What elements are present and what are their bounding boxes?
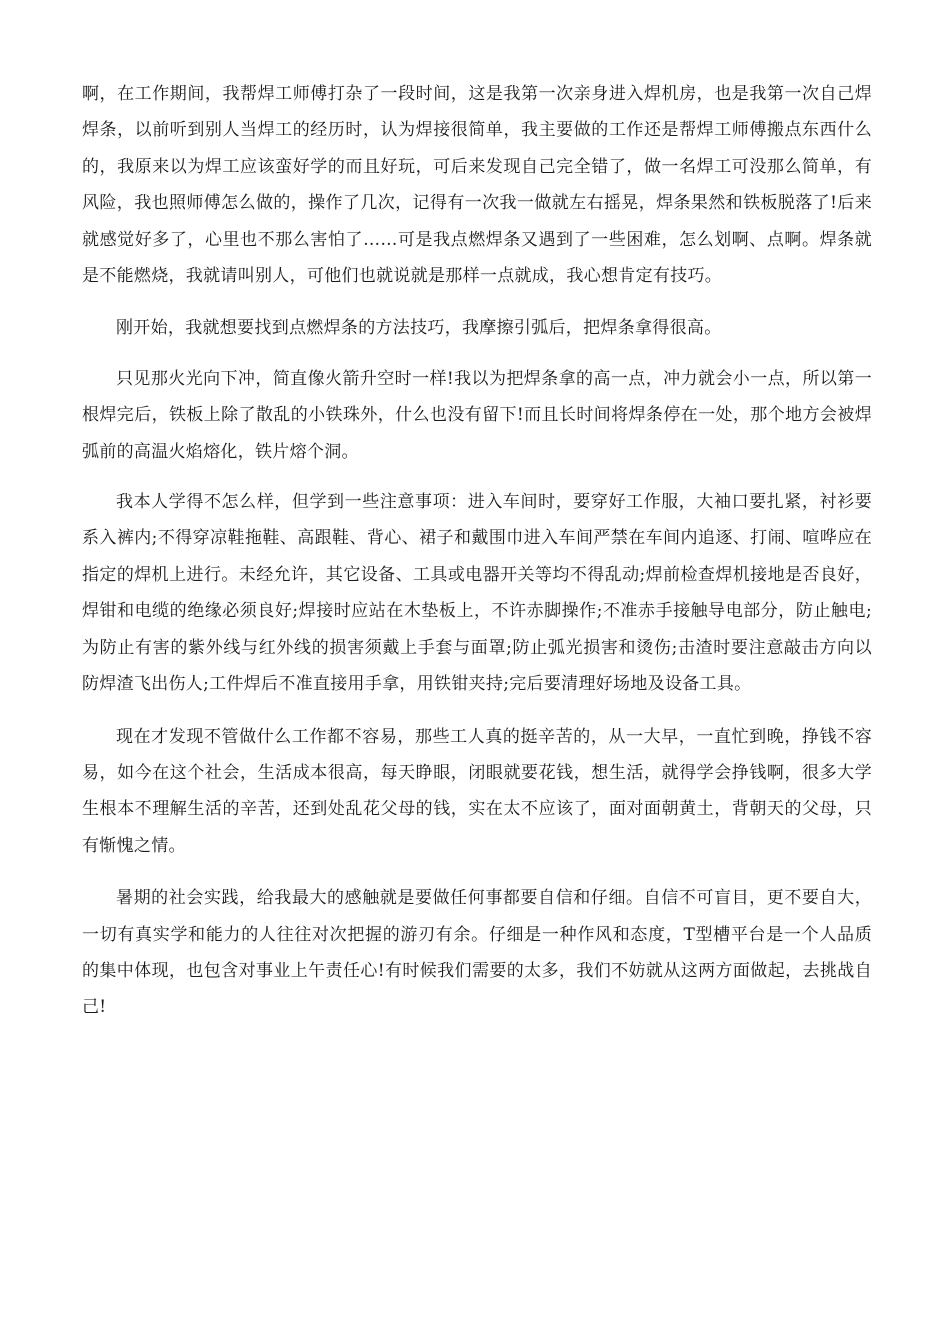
paragraph-safety-notes: 我本人学得不怎么样，但学到一些注意事项：进入车间时，要穿好工作服，大袖口要扎紧，衬衫要系入裤内;不得穿凉鞋拖鞋、高跟鞋、背心、裙子和戴围巾进入车间严禁在车间内追逐、打闹、喧哗应在指定的焊机上进行。未经允许，其它设备、工具或电器开关等均不得乱动;焊前检查焊机接地是否良好，焊钳和电缆的绝缘必须良好;焊接时应站在木垫板上，不许赤脚操作;不准赤手接触导电部分，防止触电;为防止有害的紫外线与红外线的损害须戴上手套与面罩;防止弧光损害和烫伤;击渣时要注意敲击方向以防焊渣飞出伤人;工件焊后不准直接用手拿，用铁钳夹持;完后要清理好场地及设备工具。 (82, 492, 872, 695)
paragraph-fire-downward: 只见那火光向下冲，简直像火箭升空时一样!我以为把焊条拿的高一点，冲力就会小一点，所以第一根焊完后，铁板上除了散乱的小铁珠外，什么也没有留下!而且长时间将焊条停在一处，那个地方会被焊弧前的高温火焰熔化，铁片熔个洞。 (82, 368, 872, 462)
paragraph-igniting-rod: 刚开始，我就想要找到点燃焊条的方法技巧，我摩擦引弧后，把焊条拿得很高。 (116, 318, 722, 339)
document-page (82, 76, 872, 1042)
paragraph-welding-workshop: 啊，在工作期间，我帮焊工师傅打杂了一段时间，这是我第一次亲身进入焊机房，也是我第一次自己焊焊条，以前听到别人当焊工的经历时，认为焊接很简单，我主要做的工作还是帮焊工师傅搬点东西什么的，我原来以为焊工应该蛮好学的而且好玩，可后来发现自己完全错了，做一名焊工可没那么简单，有风险，我也照师傅怎么做的，操作了几次，记得有一次我一做就左右摇晃，焊条果然和铁板脱落了!后来就感觉好多了，心里也不那么害怕了……可是我点燃焊条又遇到了一些困难，怎么划啊、点啊。焊条就是不能燃烧，我就请叫别人，可他们也就说就是那样一点就成，我心想肯定有技巧。 (82, 84, 872, 287)
paragraph-conclusion: 暑期的社会实践，给我最大的感触就是要做任何事都要自信和仔细。自信不可盲目，更不要自大，一切有真实学和能力的人往往对次把握的游刃有余。仔细是一种作风和态度，T型槽平台是一个人品质的集中体现，也包含对事业上午责任心!有时候我们需要的太多，我们不妨就从这两方面做起，去挑战自己! (82, 888, 872, 1018)
paragraph-work-is-hard: 现在才发现不管做什么工作都不容易，那些工人真的挺辛苦的，从一大早，一直忙到晚，挣钱不容易，如今在这个社会，生活成本很高，每天睁眼，闭眼就要花钱，想生活，就得学会挣钱啊，很多大学生根本不理解生活的辛苦，还到处乱花父母的钱，实在太不应该了，面对面朝黄土，背朝天的父母，只有惭愧之情。 (82, 726, 872, 856)
